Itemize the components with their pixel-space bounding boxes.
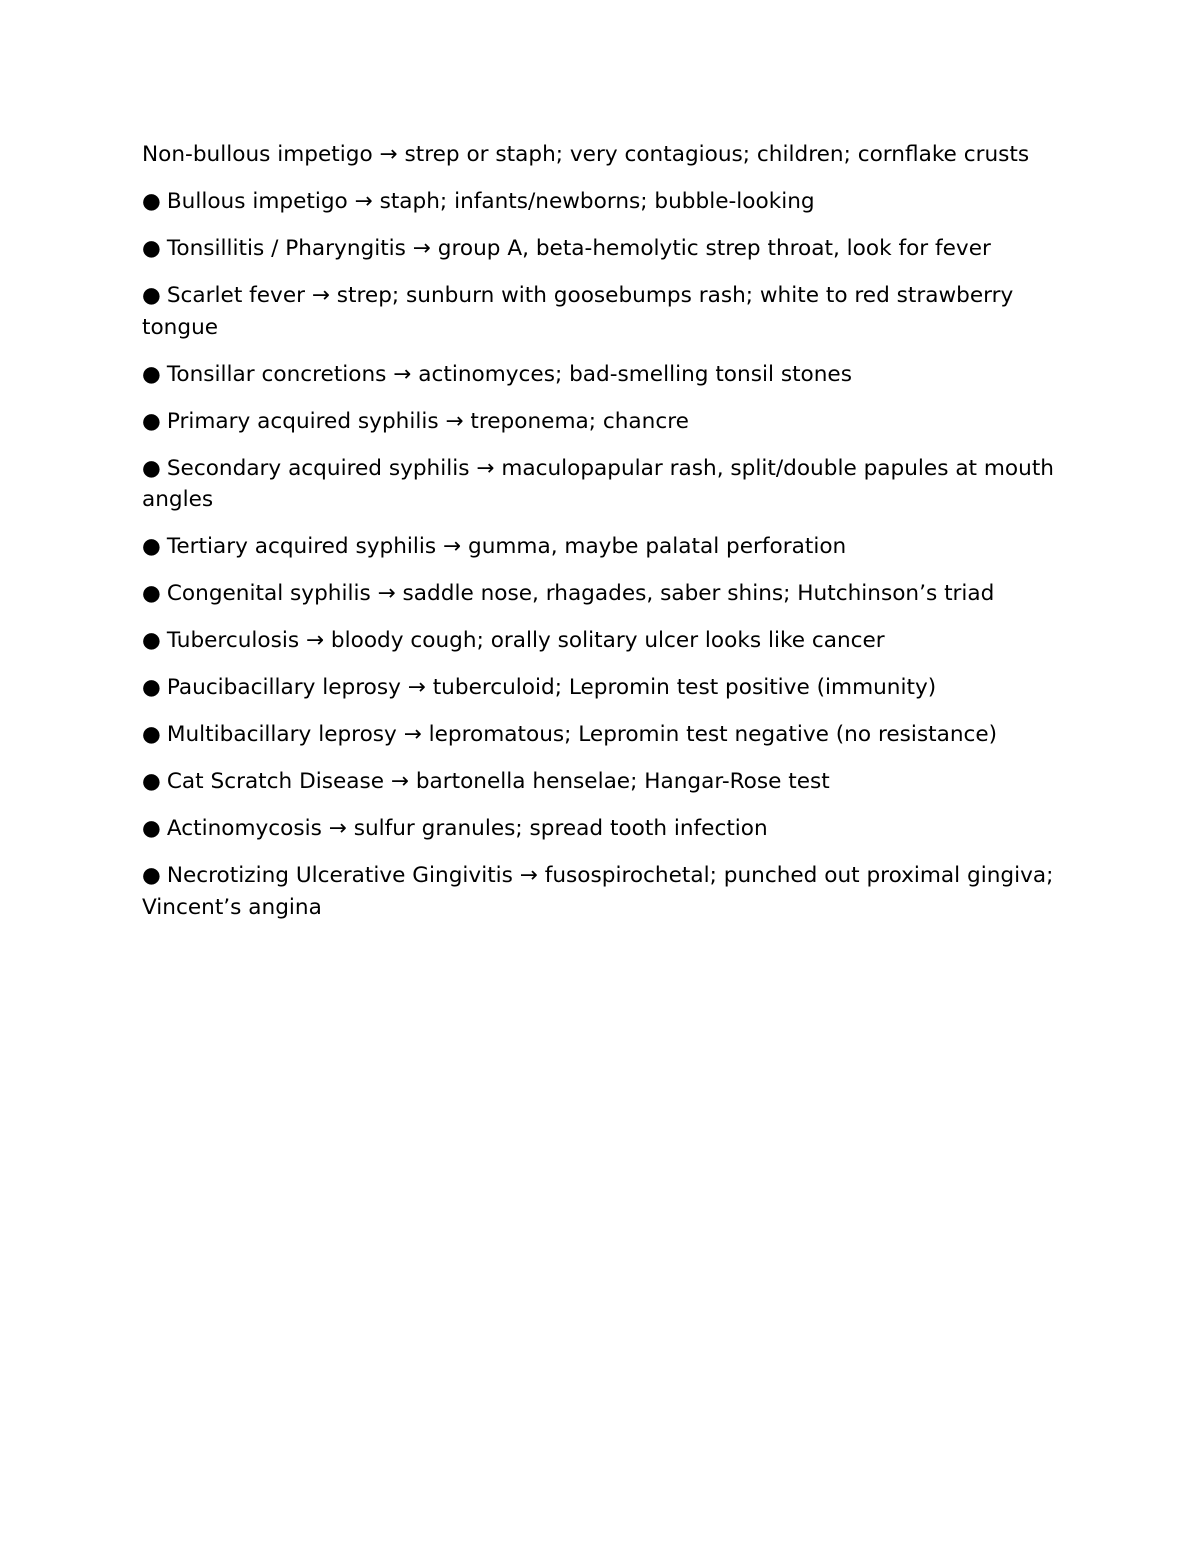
bullet-icon: ●: [142, 189, 161, 214]
bullet-icon: ●: [142, 283, 161, 308]
list-item: [142, 672, 1067, 704]
list-item-text: Tonsillar concretions → actinomyces; bad-smelling tonsil stones: [166, 361, 852, 387]
bullet-icon: ●: [142, 581, 161, 606]
list-item-text: Tonsillitis / Pharyngitis → group A, beta-hemolytic strep throat, look for fever: [166, 236, 991, 261]
list-item: [142, 453, 1067, 516]
list-item-text: Paucibacillary leprosy → tuberculoid; Lepromin test positive (immunity): [166, 675, 937, 700]
list-item-text: Tertiary acquired syphilis → gumma, maybe palatal perforation: [166, 534, 847, 559]
list-item-text: Actinomycosis → sulfur granules; spread tooth infection: [166, 816, 768, 841]
bullet-icon: ●: [142, 236, 161, 261]
list-item: [142, 186, 1067, 218]
bullet-icon: ●: [142, 863, 161, 888]
list-item-text: Multibacillary leprosy → lepromatous; Lepromin test negative (no resistance): [166, 722, 998, 747]
intro-paragraph: Non-bullous impetigo → strep or staph; very contagious; children; cornflake crusts: [142, 142, 1030, 167]
list-item: [142, 719, 1067, 751]
bullet-icon: ●: [142, 675, 161, 700]
list-item-text: Bullous impetigo → staph; infants/newborns; bubble-looking: [166, 189, 815, 214]
list-item: [142, 813, 1067, 845]
bullet-icon: ●: [142, 816, 161, 841]
bullet-icon: ●: [142, 722, 161, 747]
list-item: [142, 280, 1067, 343]
list-item-text: Secondary acquired syphilis → maculopapular rash, split/double papules at mouth angles: [142, 455, 1054, 512]
list-item: [142, 625, 1067, 657]
bullet-icon: ●: [142, 408, 161, 434]
list-item-text: Tuberculosis → bloody cough; orally solitary ulcer looks like cancer: [166, 628, 885, 653]
list-item: [142, 233, 1067, 265]
list-item: [142, 531, 1067, 563]
bullet-icon: ●: [142, 361, 161, 387]
document-page: [142, 139, 1067, 939]
bullet-list: [142, 186, 1067, 923]
list-item: [142, 860, 1067, 923]
bullet-icon: ●: [142, 455, 161, 481]
list-item-text: Necrotizing Ulcerative Gingivitis → fusospirochetal; punched out proximal gingiva; Vincent’s angina: [142, 863, 1054, 920]
list-item: [142, 406, 1067, 438]
list-item-text: Cat Scratch Disease → bartonella henselae; Hangar-Rose test: [166, 769, 830, 794]
list-item: [142, 766, 1067, 798]
bullet-icon: ●: [142, 628, 161, 653]
list-item: [142, 359, 1067, 391]
bullet-icon: ●: [142, 534, 161, 559]
list-item: [142, 578, 1067, 610]
bullet-icon: ●: [142, 769, 161, 794]
list-item-text: Congenital syphilis → saddle nose, rhagades, saber shins; Hutchinson’s triad: [166, 581, 995, 606]
list-item-text: Scarlet fever → strep; sunburn with goosebumps rash; white to red strawberry tongue: [142, 283, 1014, 340]
list-item-text: Primary acquired syphilis → treponema; chancre: [166, 408, 689, 434]
